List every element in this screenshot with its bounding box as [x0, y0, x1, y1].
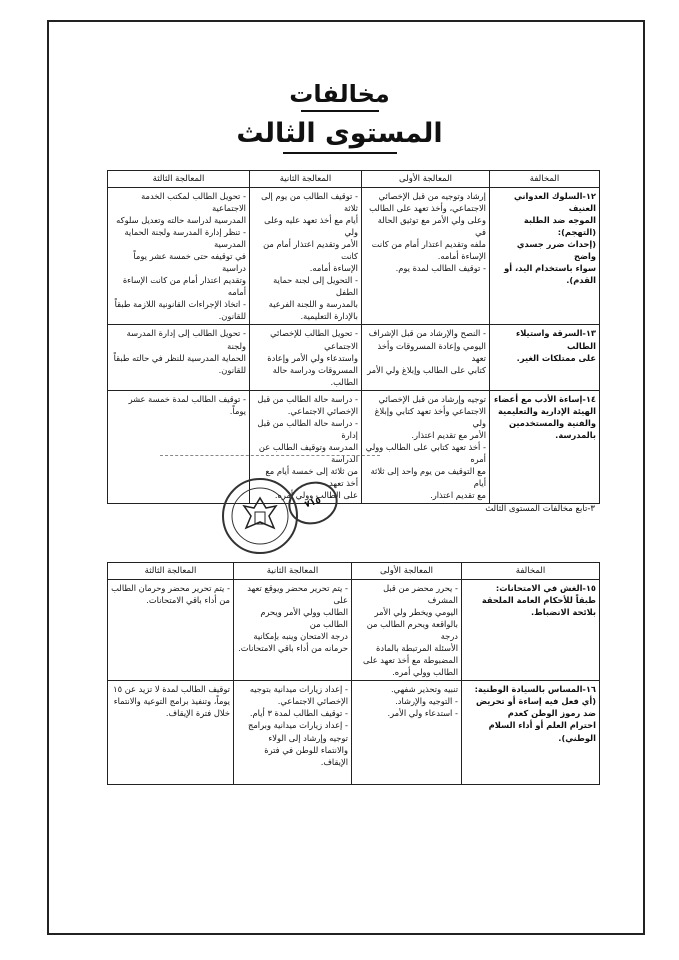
cell-line: يوماً، وتنفيذ برامج التوعية والانتماء: [113, 696, 230, 707]
cell-line: احترام العلم أو أداء السلام الوطني).: [488, 720, 596, 743]
cell-violation: [490, 390, 600, 503]
cell-line: ١٢-السلوك العدواني العنيف: [513, 191, 596, 214]
cell-line: اليومي ويخطر ولي الأمر: [374, 607, 458, 618]
cell-third: [108, 681, 234, 785]
cell-line: اليومي وإعادة المسروقات وأخذ تعهد: [377, 340, 486, 363]
cell-line: - تحويل الطالب للإخصائي الاجتماعي: [270, 328, 358, 351]
cell-line: ١٦-المساس بالسيادة الوطنية:: [474, 684, 596, 695]
cell-line: واستدعاء ولي الأمر وإعادة: [267, 352, 358, 363]
cell-line: ١٣-السرقة واستيلاء الطالب: [516, 328, 596, 351]
cell-line: والانتماء للوطن في فترة: [264, 744, 348, 755]
cell-line: وعلى ولي الأمر مع توثيق الحالة في: [377, 215, 486, 238]
cell-line: - اتخاذ الإجراءات القانونية اللازمة طبقاً: [114, 299, 246, 310]
cell-line: الاجتماعي، وأخذ تعهد على الطالب: [369, 203, 486, 214]
cell-line: في توقيفه حتى خمسة عشر يوماً دراسية: [133, 251, 246, 274]
cell-line: (إحداث ضرر جسدي واضح: [516, 239, 596, 262]
cell-line: على ممتلكات الغير.: [516, 352, 596, 363]
cell-line: للقانون.: [218, 311, 246, 322]
cell-line: ١٤-إساءة الأدب مع أعضاء: [494, 393, 596, 404]
cell-line: بالإدارة التعليمية.: [300, 311, 358, 322]
cell-line: - تحويل الطالب لمكتب الخدمة الاجتماعية: [141, 191, 246, 214]
cell-line: - يتم تحرير محضر ويوقع تعهد على: [247, 583, 348, 606]
cell-first: [362, 325, 490, 390]
cell-line: أيام مع أخذ تعهد عليه وعلى ولي: [264, 215, 358, 238]
header-first: المعالجة الأولى: [362, 171, 490, 188]
cell-line: إرشاد وتوجيه من قبل الإخصائي: [378, 191, 486, 202]
cell-line: ١٥-الغش في الامتحانات:: [495, 583, 596, 594]
table-row: [108, 580, 600, 681]
table-row: [108, 188, 600, 325]
cell-line: مع تقديم اعتذار.: [430, 489, 486, 500]
table-row: [108, 325, 600, 390]
header-violation: المخالفة: [490, 171, 600, 188]
cell-second: [250, 325, 362, 390]
cell-line: الأمر مع تقديم اعتذار.: [411, 429, 486, 440]
cell-line: وتقديم اعتذار أمام من كانت الإساءة أمامه: [122, 275, 246, 298]
header-violation: المخالفة: [462, 563, 600, 580]
emblem-seal: [222, 478, 298, 554]
cell-line: - يحرر محضر من قبل المشرف: [383, 583, 458, 606]
cell-line: بالمدرسة و اللجنة الفرعية: [268, 299, 358, 310]
cell-line: سواء باستخدام اليد، أو القدم).: [504, 263, 596, 286]
cell-line: بالمدرسة.: [555, 429, 596, 440]
cell-line: طبقاً للأحكام العامة الملحقة بلائحة الانضباط.: [481, 595, 596, 618]
cell-line: - استدعاء ولي الأمر.: [387, 708, 458, 719]
cell-line: الحماية المدرسية للنظر في حالته طبقاً للقانون.: [113, 352, 246, 375]
cell-line: - توقيف الطالب لمدة يوم.: [395, 263, 486, 274]
cell-line: - التحويل إلى لجنة حماية الطفل: [273, 275, 358, 298]
cell-line: - دراسة حالة الطالب من قبل: [257, 393, 358, 404]
cell-line: الموجه ضد الطلبة (التهجم):: [523, 215, 596, 238]
header-third: المعالجة الثالثة: [108, 171, 250, 188]
cell-line: الإساءة أمامه.: [309, 263, 358, 274]
cell-line: الأسئلة المرتبطة بالمادة: [376, 643, 458, 654]
header-third: المعالجة الثالثة: [108, 563, 234, 580]
cell-violation: [462, 580, 600, 681]
cell-violation: [462, 681, 600, 785]
cell-first: [352, 580, 462, 681]
cell-line: خلال فترة الإيقاف.: [165, 708, 230, 719]
header-second: المعالجة الثانية: [250, 171, 362, 188]
cell-line: المدرسة وتوقيف الطالب عن الدراسة: [258, 441, 358, 464]
cell-line: الإيقاف.: [320, 756, 348, 767]
cell-line: المسروقات ودراسة حالة الطالب.: [272, 364, 358, 387]
page-title: مخالفات: [289, 80, 390, 108]
cell-line: والفنية والمستخدمين: [508, 417, 596, 428]
cell-first: [362, 188, 490, 325]
cell-line: - تحويل الطالب إلى إدارة المدرسة ولجنة: [126, 328, 246, 351]
cell-second: [234, 580, 352, 681]
cell-line: الطالب وولي الأمر ويحرم الطالب من: [260, 607, 348, 630]
page-subtitle: المستوى الثالث: [236, 118, 443, 149]
table-row: [108, 681, 600, 785]
title-underline: [301, 110, 379, 112]
table-row: [108, 390, 600, 503]
cell-line: من ثلاثة إلى خمسة أيام مع أخذ تعهد: [265, 465, 358, 488]
header-first: المعالجة الأولى: [352, 563, 462, 580]
cell-line: درجة الامتحان وينبه بإمكانية: [253, 631, 348, 642]
cell-third: [108, 325, 250, 390]
cell-second: [234, 681, 352, 785]
faint-line: [160, 455, 380, 466]
cell-line: - إعداد زيارات ميدانية بتوجيه: [249, 684, 348, 695]
cell-line: (أي فعل فيه إساءة أو تحريض ضد رموز الوطن كعدم: [475, 696, 596, 719]
cell-line: - التوجيه والإرشاد.: [395, 696, 458, 707]
cell-line: حرمانه من أداء باقي الامتحانات.: [238, 643, 348, 654]
cell-line: توقيف الطالب لمدة لا تزيد عن ١٥: [113, 684, 230, 695]
cell-violation: [490, 188, 600, 325]
cell-first: [362, 390, 490, 503]
subtitle-underline: [283, 152, 397, 154]
cell-line: ملفه وتقديم اعتذار أمام من كانت: [371, 239, 486, 250]
cell-line: بالواقعة ويحرم الطالب من درجة: [366, 619, 458, 642]
cell-line: الأمر وتقديم اعتذار أمام من كانت: [263, 239, 358, 262]
cell-line: - يتم تحرير محضر وحرمان الطالب: [111, 583, 230, 594]
cell-line: - النصح والإرشاد من قبل الإشراف: [368, 328, 486, 339]
cell-third: [108, 188, 250, 325]
eagle-icon: [224, 480, 296, 552]
cell-line: الإساءة أمامه.: [437, 251, 486, 262]
violations-table-1: [107, 170, 600, 504]
cell-line: - توقيف الطالب لمدة ٣ أيام.: [249, 708, 348, 719]
cell-first: [352, 681, 462, 785]
cell-line: - دراسة حالة الطالب من قبل إدارة: [257, 417, 358, 440]
violations-table-2: [107, 562, 600, 785]
cell-line: كتابي على الطالب وإبلاغ ولي الأمر: [367, 364, 486, 375]
cell-line: المضبوطة مع أخذ تعهد على: [363, 655, 458, 666]
cell-line: توجيه وإرشاد إلى الولاء: [268, 732, 348, 743]
cell-line: - أخذ تعهد كتابي على الطالب وولي أمره: [365, 441, 486, 464]
cell-second: [250, 188, 362, 325]
cell-line: تنبيه وتحذير شفهي.: [391, 684, 458, 695]
cell-line: مع التوقيف من يوم واحد إلى ثلاثة أيام: [370, 465, 486, 488]
cell-line: الإخصائي الاجتماعي.: [277, 696, 348, 707]
table-2-body: [108, 580, 600, 785]
cell-line: - توقيف الطالب من يوم إلى ثلاثة: [261, 191, 358, 214]
cell-line: الطالب وولي أمره.: [392, 667, 458, 678]
cell-line: الاجتماعي وأخذ تعهد كتابي وإبلاغ ولي: [374, 405, 486, 428]
cell-violation: [490, 325, 600, 390]
header-second: المعالجة الثانية: [234, 563, 352, 580]
cell-line: توجيه وإرشاد من قبل الإخصائي: [378, 393, 486, 404]
stamp-text: ٧١٥: [303, 495, 323, 511]
cell-third: [108, 580, 234, 681]
continuation-heading: ٣-تابع مخالفات المستوى الثالث: [485, 504, 595, 514]
cell-line: - تنظر إدارة المدرسة ولجنة الحماية المدرسية: [124, 227, 246, 250]
cell-line: الهيئة الإدارية والتعليمية: [497, 405, 596, 416]
cell-line: - إعداد زيارات ميدانية وبرامج: [248, 720, 348, 731]
cell-line: على الطالب وولي أمره.: [274, 489, 358, 500]
cell-line: المدرسية لدراسة حالته وتعديل سلوكه: [116, 215, 246, 226]
cell-line: - توقيف الطالب لمدة خمسة عشر يوماً.: [128, 393, 246, 416]
cell-line: من أداء باقي الامتحانات.: [146, 595, 230, 606]
cell-line: الإخصائي الاجتماعي.: [287, 405, 358, 416]
